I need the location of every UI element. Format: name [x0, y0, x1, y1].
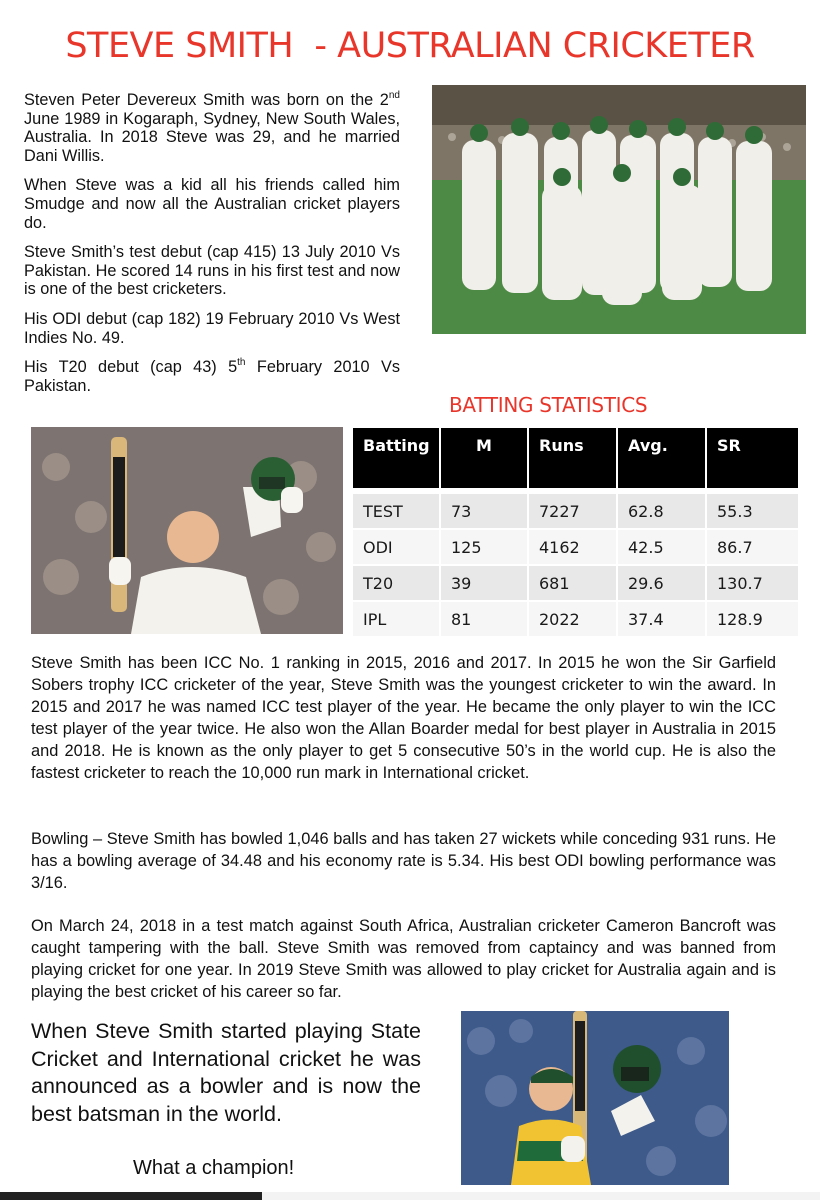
table-cell: 39 — [441, 566, 529, 602]
table-cell: 42.5 — [618, 530, 707, 566]
batting-stats-table — [353, 428, 798, 638]
table-cell: 7227 — [529, 494, 618, 530]
ban-paragraph: On March 24, 2018 in a test match against South Africa, Australian cricketer Cameron Bancroft was caught tampering with the ball. Steve Smith was removed from captaincy and was banned from playing cricket for one year. In 2019 Steve Smith was allowed to play cricket for Australia again and is playing the best cricket of his career so far. — [31, 917, 776, 1001]
table-cell: 681 — [529, 566, 618, 602]
footer-bar — [0, 1192, 820, 1200]
closing-paragraph: When Steve Smith started playing State Cricket and International cricket he was announced as a bowler and is now the best batsman in the world. — [31, 1019, 421, 1126]
table-row — [353, 494, 798, 530]
column-header: Batting — [353, 428, 441, 488]
batting-photo — [31, 427, 343, 634]
champion-caption: What a champion! — [133, 1157, 295, 1179]
intro-section — [24, 91, 400, 406]
column-header: SR — [707, 428, 798, 488]
table-row — [353, 530, 798, 566]
table-cell: IPL — [353, 602, 441, 638]
table-cell: 86.7 — [707, 530, 798, 566]
intro-paragraph: Steve Smith’s test debut (cap 415) 13 July 2010 Vs Pakistan. He scored 14 runs in his first test and now is one of the best cricketers. — [24, 243, 400, 299]
intro-paragraph: His T20 debut (cap 43) 5th February 2010 Vs Pakistan. — [24, 356, 400, 395]
table-cell: 125 — [441, 530, 529, 566]
page-title: STEVE SMITH - AUSTRALIAN CRICKETER — [65, 26, 755, 66]
table-cell: 29.6 — [618, 566, 707, 602]
table-cell: 130.7 — [707, 566, 798, 602]
batting-stats-heading: BATTING STATISTICS — [449, 393, 648, 417]
table-cell: 4162 — [529, 530, 618, 566]
table-cell: 81 — [441, 602, 529, 638]
table-cell: 128.9 — [707, 602, 798, 638]
table-row — [353, 602, 798, 638]
table-cell: ODI — [353, 530, 441, 566]
table-cell: 2022 — [529, 602, 618, 638]
table-cell: 55.3 — [707, 494, 798, 530]
column-header: Avg. — [618, 428, 707, 488]
achievements-paragraph: Steve Smith has been ICC No. 1 ranking in 2015, 2016 and 2017. In 2015 he won the Sir Garfield Sobers trophy ICC cricketer of the year, Steve Smith was the youngest cricketer to win the award. In 2015 and 2017 he was named ICC test player of the year. He became the only player to win the ICC test player of the year twice. He also won the Allan Boarder medal for best player in Australia in 2015 and 2018. He is known as the only player to get 5 consecutive 50’s in the world cup. He is also the fastest cricketer to reach the 10,000 run mark in International cricket. — [31, 654, 776, 782]
intro-paragraph: Steven Peter Devereux Smith was born on the 2nd June 1989 in Kogaraph, Sydney, New South Wales, Australia. In 2018 Steve was 29, and he married Dani Willis. — [24, 89, 400, 165]
intro-paragraph: His ODI debut (cap 182) 19 February 2010 Vs West Indies No. 49. — [24, 309, 400, 347]
column-header: Runs — [529, 428, 618, 488]
table-cell: TEST — [353, 494, 441, 530]
table-cell: T20 — [353, 566, 441, 602]
table-cell: 37.4 — [618, 602, 707, 638]
team-photo — [432, 85, 806, 334]
table-header-row — [353, 428, 798, 488]
column-header: M — [441, 428, 529, 488]
table-cell: 73 — [441, 494, 529, 530]
intro-paragraph: When Steve was a kid all his friends called him Smudge and now all the Australian cricket players do. — [24, 176, 400, 232]
bowling-paragraph: Bowling – Steve Smith has bowled 1,046 balls and has taken 27 wickets while conceding 931 runs. He has a bowling average of 34.48 and his economy rate is 5.34. His best ODI bowling performance was 3/16. — [31, 830, 776, 892]
table-row — [353, 566, 798, 602]
celebration-photo — [461, 1011, 729, 1185]
table-cell: 62.8 — [618, 494, 707, 530]
